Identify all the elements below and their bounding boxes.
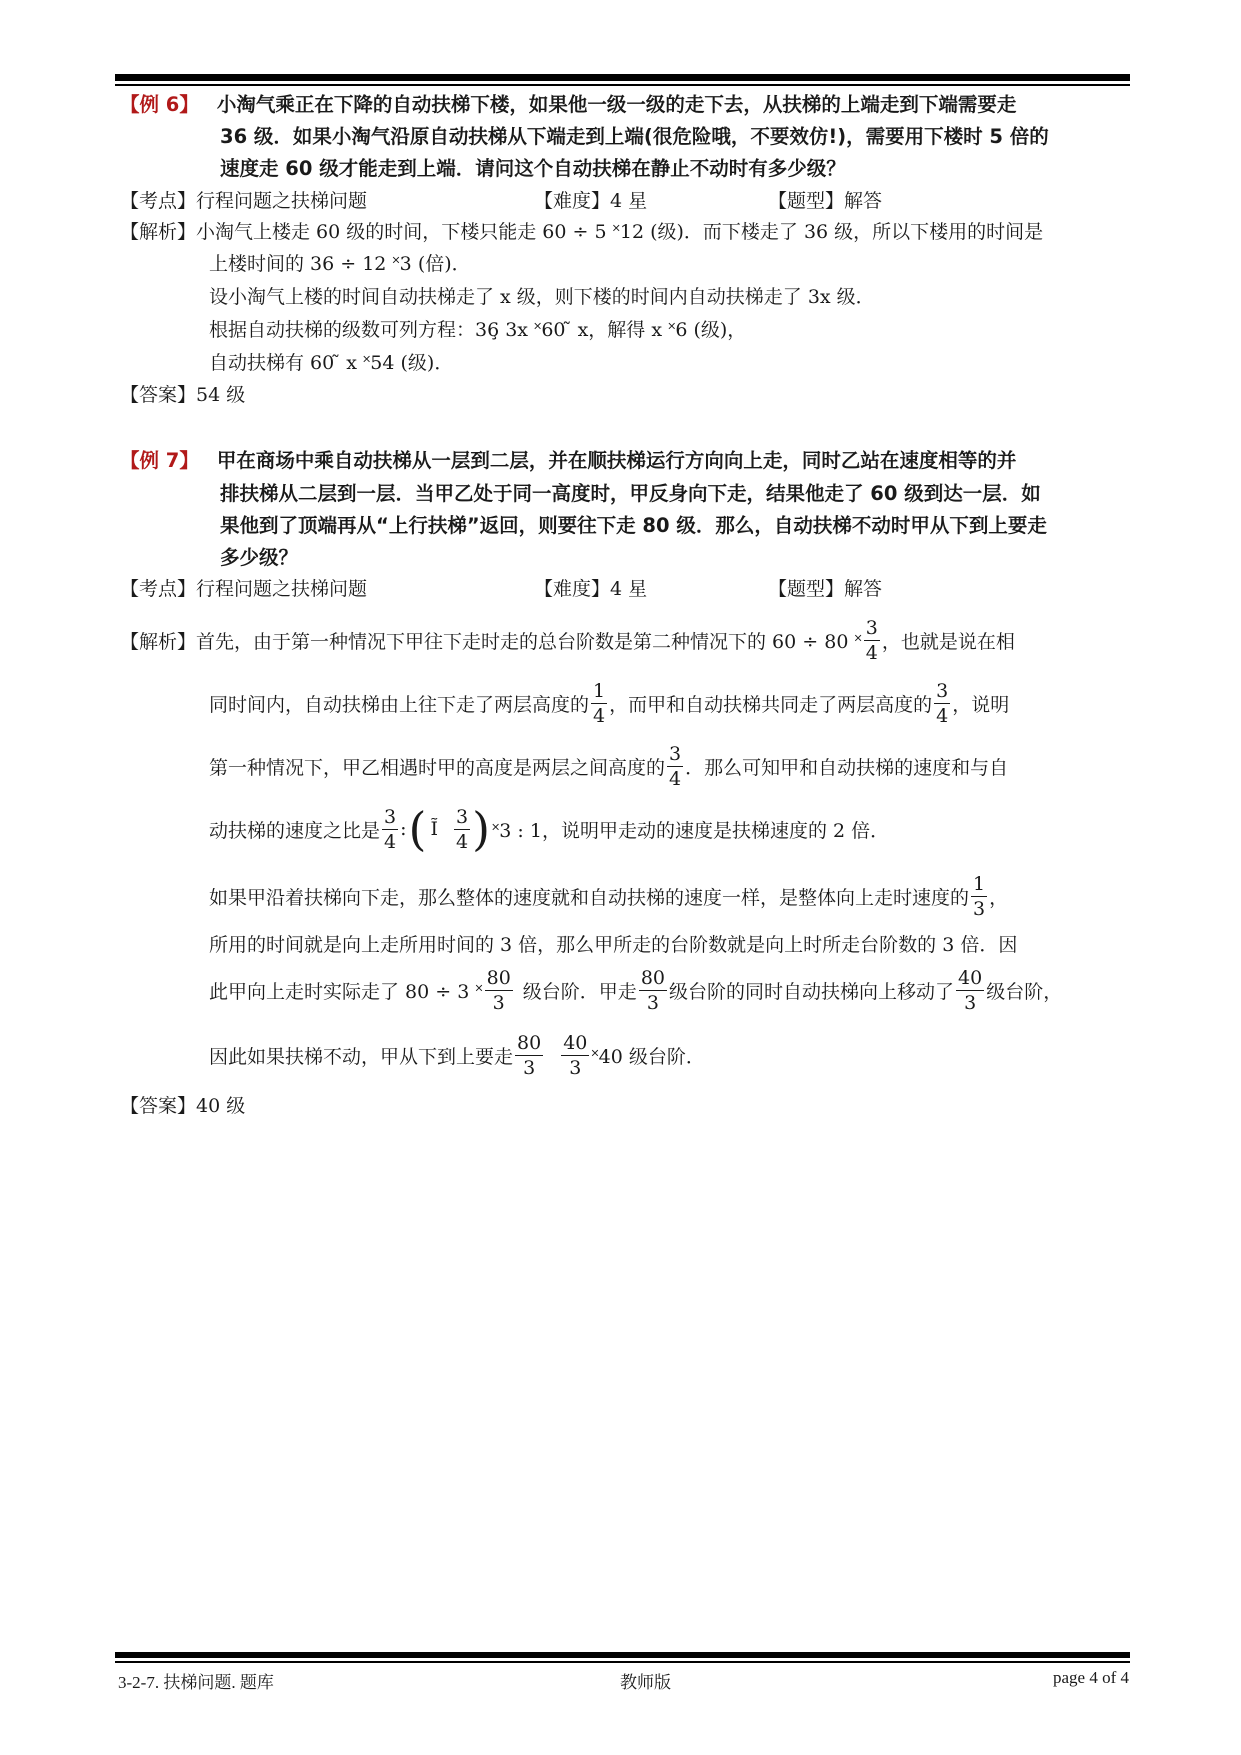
ratio-colon: : bbox=[400, 818, 407, 840]
solution-l7c: 级台阶的同时自动扶梯向上移动了 bbox=[669, 980, 955, 1003]
jiexi-tag: 【解析】 bbox=[120, 630, 197, 653]
fraction-3-4: $\frac{3}{4}$ bbox=[669, 742, 682, 790]
nandu-value: 4 星 bbox=[610, 578, 648, 600]
kaodian-value: 行程问题之扶梯问题 bbox=[196, 578, 368, 600]
example-6-type bbox=[768, 188, 882, 214]
example-7-q3: 果他到了顶端再从“上行扶梯”返回，则要往下走 80 级．那么，自动扶梯不动时甲从下到上要走 bbox=[220, 514, 1047, 537]
fraction-3-4: $\frac{3}{4}$ bbox=[455, 805, 469, 853]
solution-l2b: ，而甲和自动扶梯共同走了两层高度的 bbox=[609, 693, 933, 716]
left-paren: ( bbox=[408, 802, 427, 856]
solution-line-1 bbox=[120, 612, 1015, 668]
example-7-answer bbox=[120, 1093, 245, 1119]
header-rule-thin bbox=[115, 84, 1130, 86]
solution-l4d: ˟3 : 1，说明甲走动的速度是扶梯速度的 2 倍． bbox=[492, 819, 890, 842]
solution-l8a: 因此如果扶梯不动，甲从下到上要走 bbox=[209, 1045, 514, 1068]
example-6-q3: 速度走 60 级才能走到上端．请问这个自动扶梯在静止不动时有多少级？ bbox=[220, 157, 846, 180]
fraction-40-3: $\frac{40}{3}$ bbox=[958, 966, 983, 1014]
kaodian-value: 行程问题之扶梯问题 bbox=[196, 190, 368, 212]
example-7-difficulty bbox=[534, 576, 647, 602]
solution-l3b: ．那么可知甲和自动扶梯的速度和与自 bbox=[685, 756, 1009, 779]
solution-line-7 bbox=[209, 962, 1062, 1018]
daan-tag: 【答案】 bbox=[120, 384, 197, 406]
tixing-value: 解答 bbox=[844, 578, 883, 600]
solution-l5b: ， bbox=[989, 886, 1009, 909]
example-7-q4: 多少级？ bbox=[220, 546, 299, 569]
solution-l3a: 第一种情况下，甲乙相遇时甲的高度是两层之间高度的 bbox=[209, 756, 666, 779]
solution-s1: 小淘气上楼走 60 级的时间，下楼只能走 60 ÷ 5 ˟12 (级)．而下楼走了 36 级，所以下楼用的时间是 bbox=[196, 221, 1044, 243]
fraction-80-3: $\frac{80}{3}$ bbox=[640, 966, 665, 1014]
solution-l4c: Ĩ bbox=[430, 818, 438, 840]
kaodian-tag: 【考点】 bbox=[120, 190, 197, 212]
solution-l6: 所用的时间就是向上走所用时间的 3 倍，那么甲所走的台阶数就是向上时所走台阶数的 3 倍．因 bbox=[209, 934, 1018, 956]
solution-line-8 bbox=[209, 1027, 705, 1083]
solution-l2a: 同时间内，自动扶梯由上往下走了两层高度的 bbox=[209, 693, 590, 716]
fraction-3-4: $\frac{3}{4}$ bbox=[384, 805, 397, 853]
fraction-80-3: $\frac{80}{3}$ bbox=[486, 966, 511, 1014]
footer-left: 3-2-7. 扶梯问题. 题库 bbox=[118, 1673, 274, 1692]
solution-l7b: 级台阶．甲走 bbox=[522, 980, 637, 1003]
solution-l8b: ˟40 级台阶． bbox=[591, 1045, 705, 1068]
tixing-value: 解答 bbox=[844, 190, 883, 212]
example-7-question-line-1 bbox=[120, 448, 1016, 474]
nandu-tag: 【难度】 bbox=[534, 578, 611, 600]
footer-rule-thick bbox=[115, 1652, 1130, 1658]
fraction-1-3: $\frac{1}{3}$ bbox=[973, 872, 986, 920]
solution-s5: 自动扶梯有 60 ̃ x ˟54 (级)． bbox=[209, 352, 454, 374]
example-6-q2: 36 级．如果小淘气沿原自动扶梯从下端走到上端(很危险哦，不要效仿!)，需要用下楼时 5 倍的 bbox=[220, 125, 1049, 148]
fraction-80-3: $\frac{80}{3}$ bbox=[517, 1031, 542, 1079]
tixing-tag: 【题型】 bbox=[768, 190, 845, 212]
fraction-40-3: $\frac{40}{3}$ bbox=[563, 1031, 588, 1079]
example-7-type bbox=[768, 576, 882, 602]
header-rule-thick bbox=[115, 74, 1130, 81]
solution-l7d: 级台阶， bbox=[986, 980, 1063, 1003]
footer-center: 教师版 bbox=[620, 1673, 671, 1692]
example-6-difficulty bbox=[534, 188, 647, 214]
solution-l7a: 此甲向上走时实际走了 80 ÷ 3 ˟ bbox=[209, 980, 483, 1003]
example-7-q2: 排扶梯从二层到一层．当甲乙处于同一高度时，甲反身向下走，结果他走了 60 级到达一层．如 bbox=[220, 482, 1041, 505]
daan-tag: 【答案】 bbox=[120, 1095, 197, 1117]
example-7-tag: 【例 7】 bbox=[120, 449, 199, 472]
solution-l5a: 如果甲沿着扶梯向下走，那么整体的速度就和自动扶梯的速度一样，是整体向上走时速度的 bbox=[209, 886, 970, 909]
solution-s3: 设小淘气上楼的时间自动扶梯走了 x 级，则下楼的时间内自动扶梯走了 3x 级． bbox=[209, 286, 875, 308]
solution-line-2 bbox=[209, 675, 1009, 731]
example-7-q1: 甲在商场中乘自动扶梯从一层到二层，并在顺扶梯运行方向向上走，同时乙站在速度相等的并 bbox=[216, 449, 1017, 472]
example-7-meta-row bbox=[120, 576, 367, 602]
tixing-tag: 【题型】 bbox=[768, 578, 845, 600]
fraction-1-4: $\frac{1}{4}$ bbox=[593, 679, 606, 727]
nandu-tag: 【难度】 bbox=[534, 190, 611, 212]
right-paren: ) bbox=[472, 802, 491, 856]
kaodian-tag: 【考点】 bbox=[120, 578, 197, 600]
jiexi-tag: 【解析】 bbox=[120, 221, 197, 243]
daan-value: 40 级 bbox=[196, 1095, 246, 1117]
solution-l2c: ，说明 bbox=[952, 693, 1010, 716]
solution-l4a: 动扶梯的速度之比是 bbox=[209, 819, 381, 842]
footer-rule-thin bbox=[115, 1661, 1130, 1663]
solution-l1b: ，也就是说在相 bbox=[881, 630, 1015, 653]
example-6-q1: 小淘气乘正在下降的自动扶梯下楼，如果他一级一级的走下去，从扶梯的上端走到下端需要走 bbox=[216, 93, 1017, 116]
solution-line-5 bbox=[209, 868, 1008, 924]
solution-s4: 根据自动扶梯的级数可列方程：36̧ 3x ˟60 ̃ x，解得 x ˟6 (级)， bbox=[209, 319, 747, 341]
daan-value: 54 级 bbox=[196, 384, 246, 406]
example-6-answer bbox=[120, 382, 245, 408]
fraction-3-4: $\frac{3}{4}$ bbox=[936, 679, 949, 727]
example-6-question-line-1 bbox=[120, 92, 1016, 118]
footer-page-number: page 4 of 4 bbox=[1052, 1668, 1129, 1687]
solution-s2: 上楼时间的 36 ÷ 12 ˟3 (倍)． bbox=[209, 253, 471, 275]
solution-l1a: 首先，由于第一种情况下甲往下走时走的总台阶数是第二种情况下的 60 ÷ 80 ˟ bbox=[196, 630, 862, 653]
example-6-meta-row bbox=[120, 188, 367, 214]
example-6-solution-line-1 bbox=[120, 219, 1043, 245]
solution-line-4 bbox=[209, 799, 889, 859]
fraction-3-4: $\frac{3}{4}$ bbox=[865, 616, 878, 664]
example-6-tag: 【例 6】 bbox=[120, 93, 199, 116]
solution-line-3 bbox=[209, 738, 1008, 794]
nandu-value: 4 星 bbox=[610, 190, 648, 212]
